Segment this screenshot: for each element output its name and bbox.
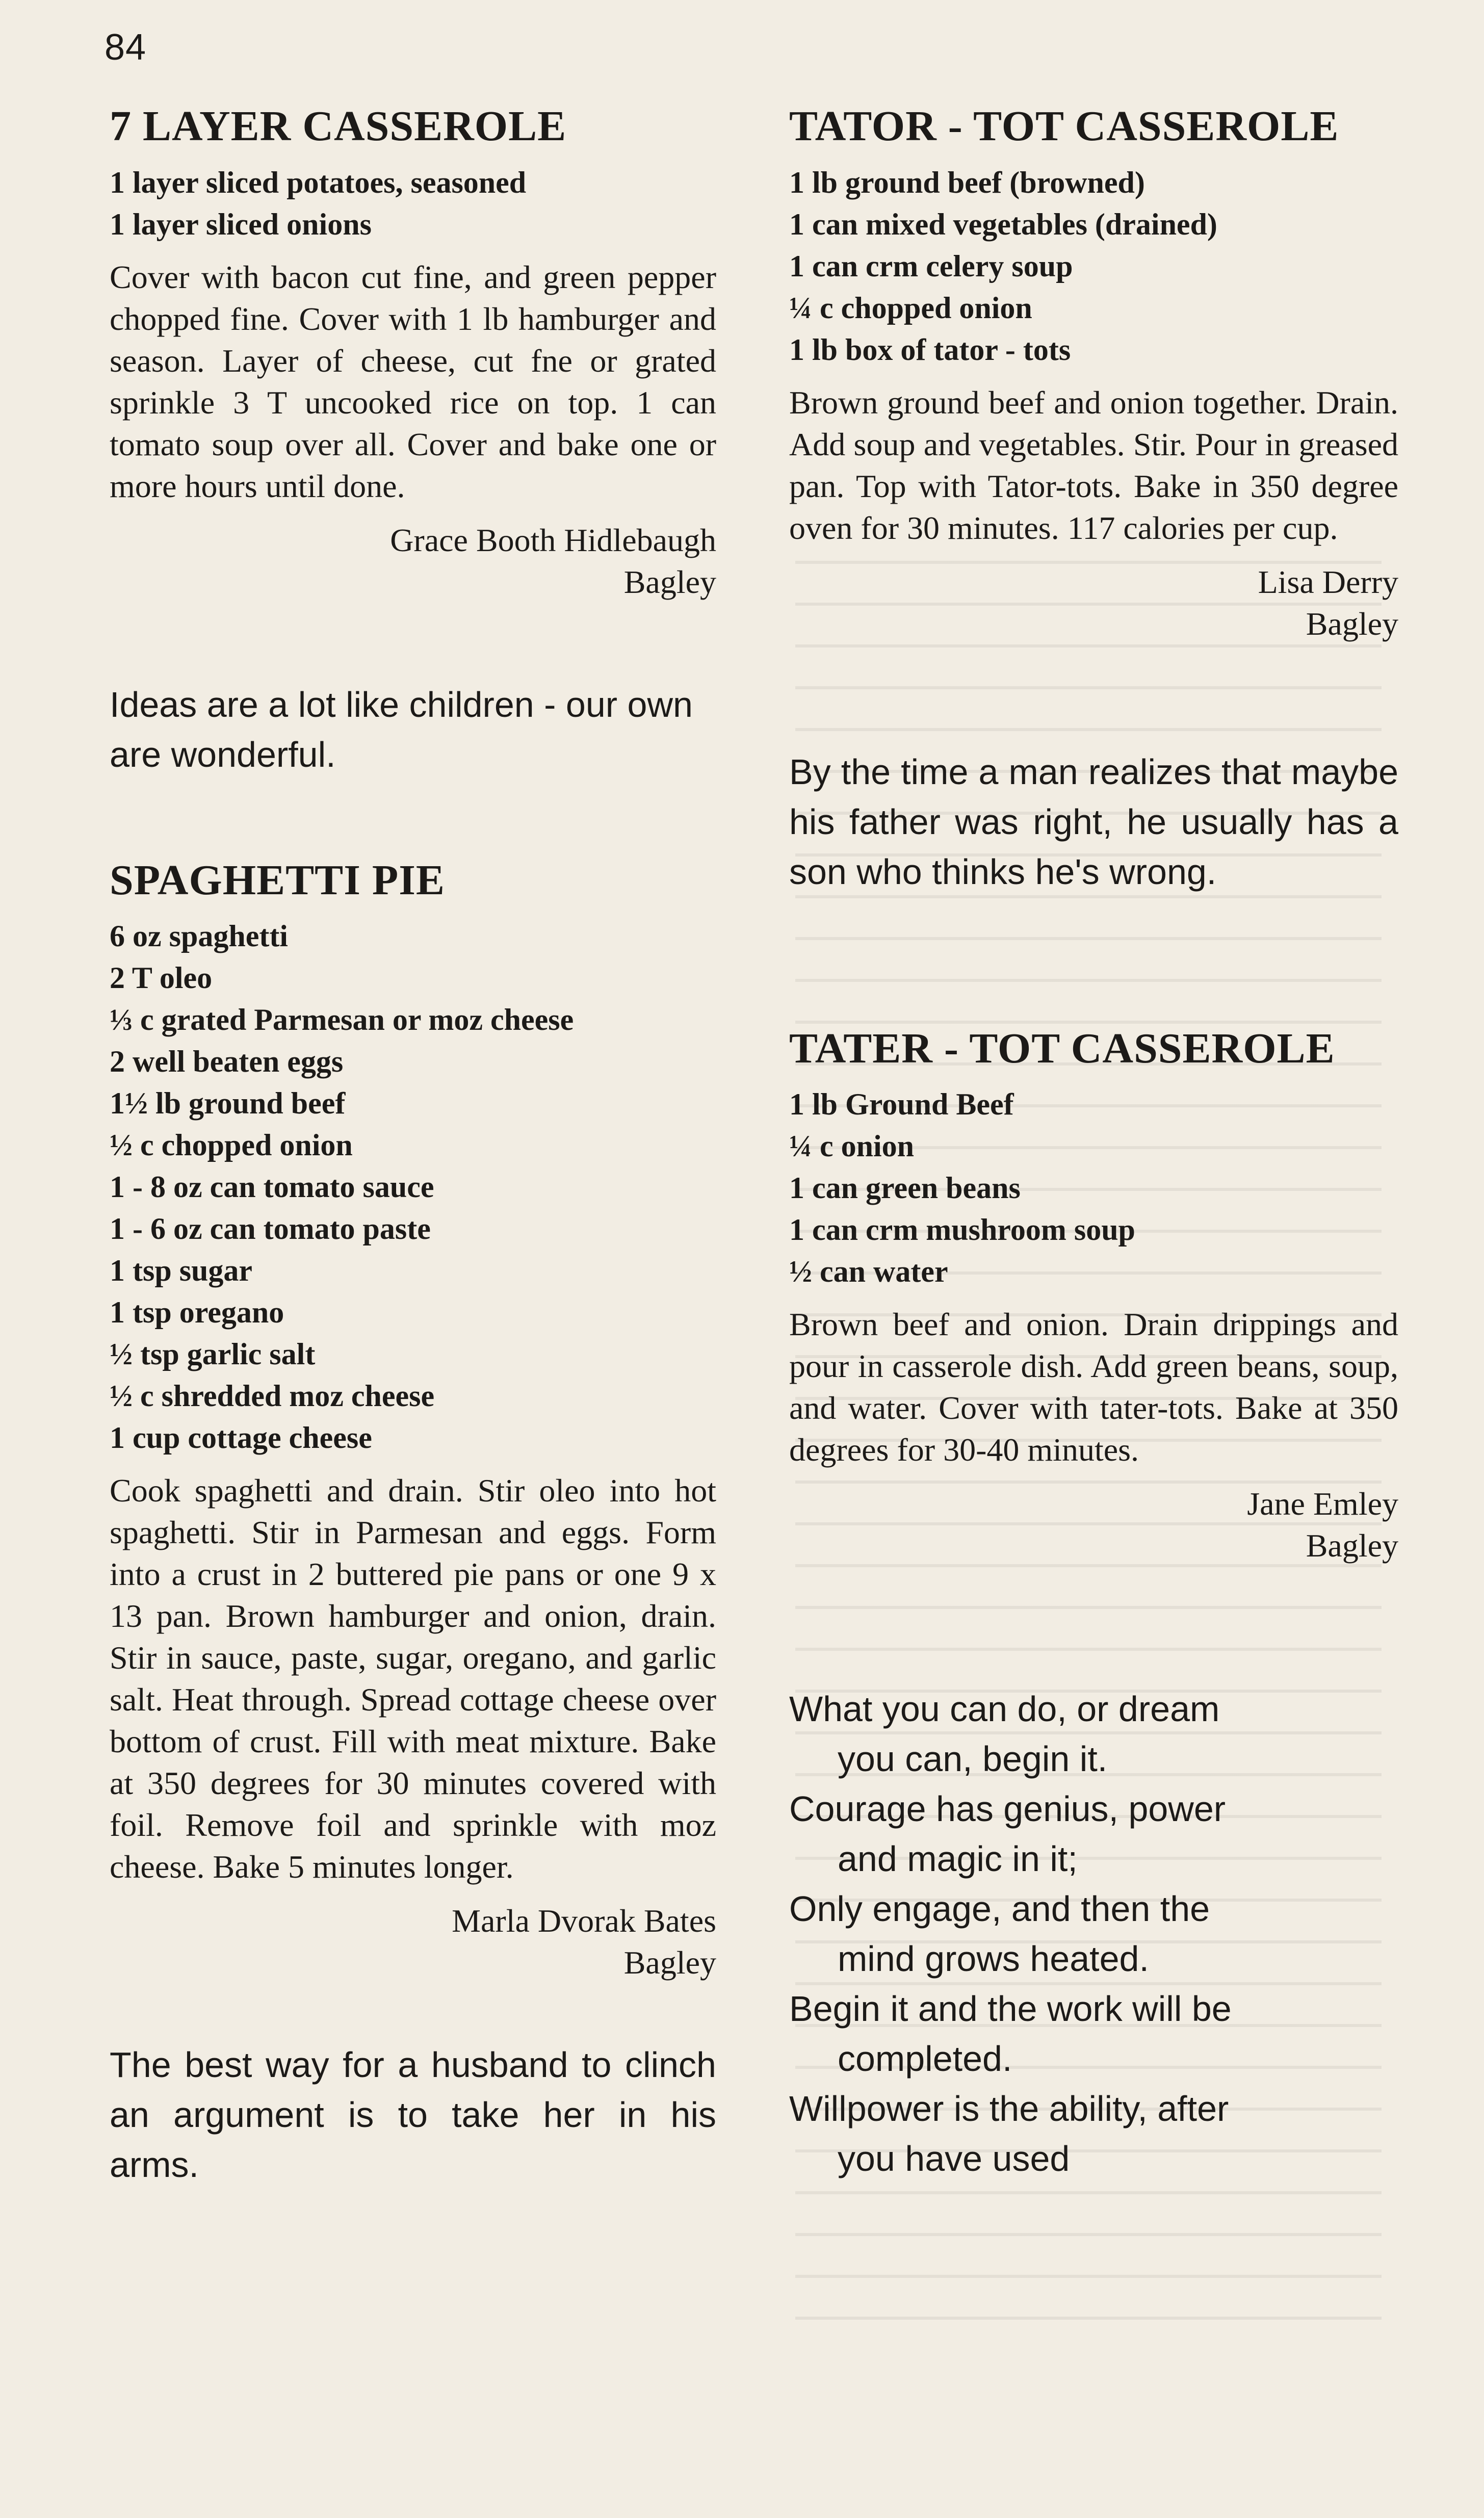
- ingredient-item: ½ c chopped onion: [110, 1128, 353, 1162]
- ingredient-item: 1 layer sliced potatoes, seasoned: [110, 165, 527, 199]
- recipe-directions: Cover with bacon cut fine, and green pepper chopped fine. Cover with 1 lb hamburger and season. Layer of cheese, cut fne or grated sprinkle 3 T uncooked rice on top. 1 can tomato soup over all. Cover and bake one or more hours until done.: [110, 258, 716, 504]
- ingredient-list: [789, 1083, 1398, 1292]
- poem-line: Willpower is the ability, after: [789, 2089, 1229, 2129]
- recipe-title: TATER - TOT CASSEROLE: [789, 1024, 1335, 1072]
- ingredient-item: 2 well beaten eggs: [110, 1045, 344, 1079]
- ingredient-list: [789, 162, 1398, 371]
- ingredient-item: 1½ lb ground beef: [110, 1086, 346, 1121]
- ingredient-item: 1 can mixed vegetables (drained): [789, 207, 1217, 241]
- page-number: 84: [105, 27, 147, 68]
- ingredient-item: 1 cup cottage cheese: [110, 1421, 372, 1455]
- recipe-author: Lisa Derry: [1258, 563, 1398, 600]
- ingredient-item: ½ c shredded moz cheese: [110, 1379, 435, 1413]
- ingredient-item: 1 can green beans: [789, 1171, 1021, 1205]
- ingredient-item: 1 lb Ground Beef: [789, 1087, 1014, 1122]
- recipe-spaghetti-pie: [110, 856, 716, 1984]
- poem-line: Begin it and the work will be: [789, 1989, 1232, 2029]
- left-column: [110, 102, 716, 2190]
- poem-line: completed.: [838, 2039, 1012, 2079]
- ingredient-list: [110, 915, 716, 1459]
- recipe-directions: Brown ground beef and onion together. Drain. Add soup and vegetables. Stir. Pour in greased pan. Top with Tator-tots. Bake in 350 degree oven for 30 minutes. 117 calories per cup.: [789, 384, 1398, 546]
- recipe-title: 7 LAYER CASSEROLE: [110, 102, 567, 150]
- ingredient-item: ⅓ c grated Parmesan or moz cheese: [110, 1003, 574, 1037]
- poem-line: and magic in it;: [838, 1839, 1078, 1879]
- filler-quote: Ideas are a lot like children - our own are wonderful.: [110, 684, 693, 774]
- ingredient-item: ¼ c onion: [789, 1129, 915, 1163]
- recipe-town: Bagley: [1306, 1527, 1398, 1564]
- recipe-author: Marla Dvorak Bates: [452, 1903, 716, 1939]
- ingredient-item: 1 lb ground beef (browned): [789, 165, 1145, 199]
- ingredient-item: 1 lb box of tator - tots: [789, 332, 1071, 367]
- recipe-title: TATOR - TOT CASSEROLE: [789, 102, 1339, 150]
- recipe-author: Grace Booth Hidlebaugh: [390, 522, 716, 558]
- recipe-tater-tot-casserole: [789, 1024, 1398, 1567]
- poem-line: you have used: [838, 2139, 1070, 2179]
- ingredient-item: ½ tsp garlic salt: [110, 1337, 316, 1371]
- ingredient-item: ½ can water: [789, 1255, 948, 1289]
- ingredient-item: 6 oz spaghetti: [110, 919, 288, 953]
- ingredient-item: 1 - 8 oz can tomato sauce: [110, 1170, 434, 1204]
- recipe-7-layer-casserole: [110, 102, 716, 603]
- ingredient-item: 1 can crm mushroom soup: [789, 1213, 1135, 1247]
- recipe-directions: Brown beef and onion. Drain drippings and pour in casserole dish. Add green beans, soup, and water. Cover with tater-tots. Bake at 350 degrees for 30-40 minutes.: [789, 1306, 1398, 1468]
- ingredient-item: 1 - 6 oz can tomato paste: [110, 1212, 431, 1246]
- poem-line: Only engage, and then the: [789, 1889, 1210, 1929]
- ingredient-item: 2 T oleo: [110, 961, 213, 995]
- ingredient-item: 1 layer sliced onions: [110, 207, 372, 241]
- ingredient-list: [110, 162, 716, 245]
- ingredient-item: 1 can crm celery soup: [789, 249, 1073, 283]
- recipe-town: Bagley: [623, 1944, 716, 1981]
- poem-line: you can, begin it.: [838, 1739, 1108, 1779]
- poem-quote: [789, 1684, 1398, 2184]
- recipe-author: Jane Emley: [1247, 1486, 1398, 1522]
- poem-line: Courage has genius, power: [789, 1789, 1226, 1829]
- recipe-town: Bagley: [623, 563, 716, 600]
- recipe-tator-tot-casserole: [789, 102, 1398, 645]
- ingredient-item: 1 tsp oregano: [110, 1295, 284, 1330]
- recipe-title: SPAGHETTI PIE: [110, 856, 445, 904]
- right-column: [789, 102, 1398, 2184]
- poem-line: mind grows heated.: [838, 1939, 1149, 1979]
- poem-line: What you can do, or dream: [789, 1689, 1220, 1729]
- recipe-town: Bagley: [1306, 605, 1398, 642]
- filler-quote: By the time a man realizes that maybe his father was right, he usually has a son who thinks he's wrong.: [789, 751, 1398, 892]
- recipe-directions: Cook spaghetti and drain. Stir oleo into hot spaghetti. Stir in Parmesan and eggs. Form into a crust in 2 buttered pie pans or one 9 x 13 pan. Brown hamburger and onion, drain. Stir in sauce, paste, sugar, oregano, and garlic salt. Heat through. Spread cottage cheese over bottom of crust. Fill with meat mixture. Bake at 350 degrees for 30 minutes covered with foil. Remove foil and sprinkle with moz cheese. Bake 5 minutes longer.: [110, 1472, 716, 1885]
- ingredient-item: 1 tsp sugar: [110, 1254, 253, 1288]
- filler-quote: The best way for a husband to clinch an argument is to take her in his arms.: [110, 2045, 716, 2185]
- ingredient-item: ¼ c chopped onion: [789, 291, 1032, 325]
